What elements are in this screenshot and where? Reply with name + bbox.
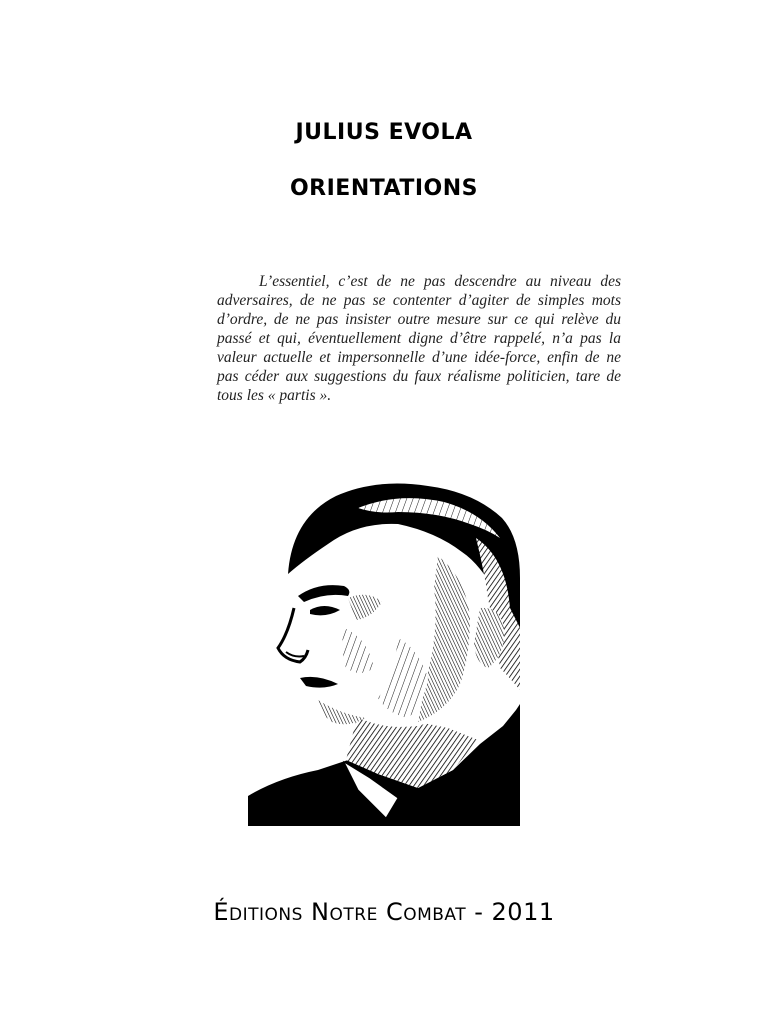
author-name: JULIUS EVOLA bbox=[295, 120, 473, 145]
author-portrait-icon bbox=[248, 478, 520, 826]
publisher-line: Éditions Notre Combat - 2011 bbox=[213, 898, 555, 926]
epigraph-quote: L’essentiel, c’est de ne pas descendre au niveau des adversaires, de ne pas se contenter d’agiter de simples mots d’ordre, de ne pas insister outre mesure sur ce qui relève du passé et qui, éventuellement digne d’être rappelé, n’a pas la valeur actuelle et impersonnelle d’une idée-force, enfin de ne pas céder aux suggestions du faux réalisme politicien, tare de tous les « partis ». bbox=[217, 273, 621, 404]
book-title: ORIENTATIONS bbox=[289, 176, 479, 201]
